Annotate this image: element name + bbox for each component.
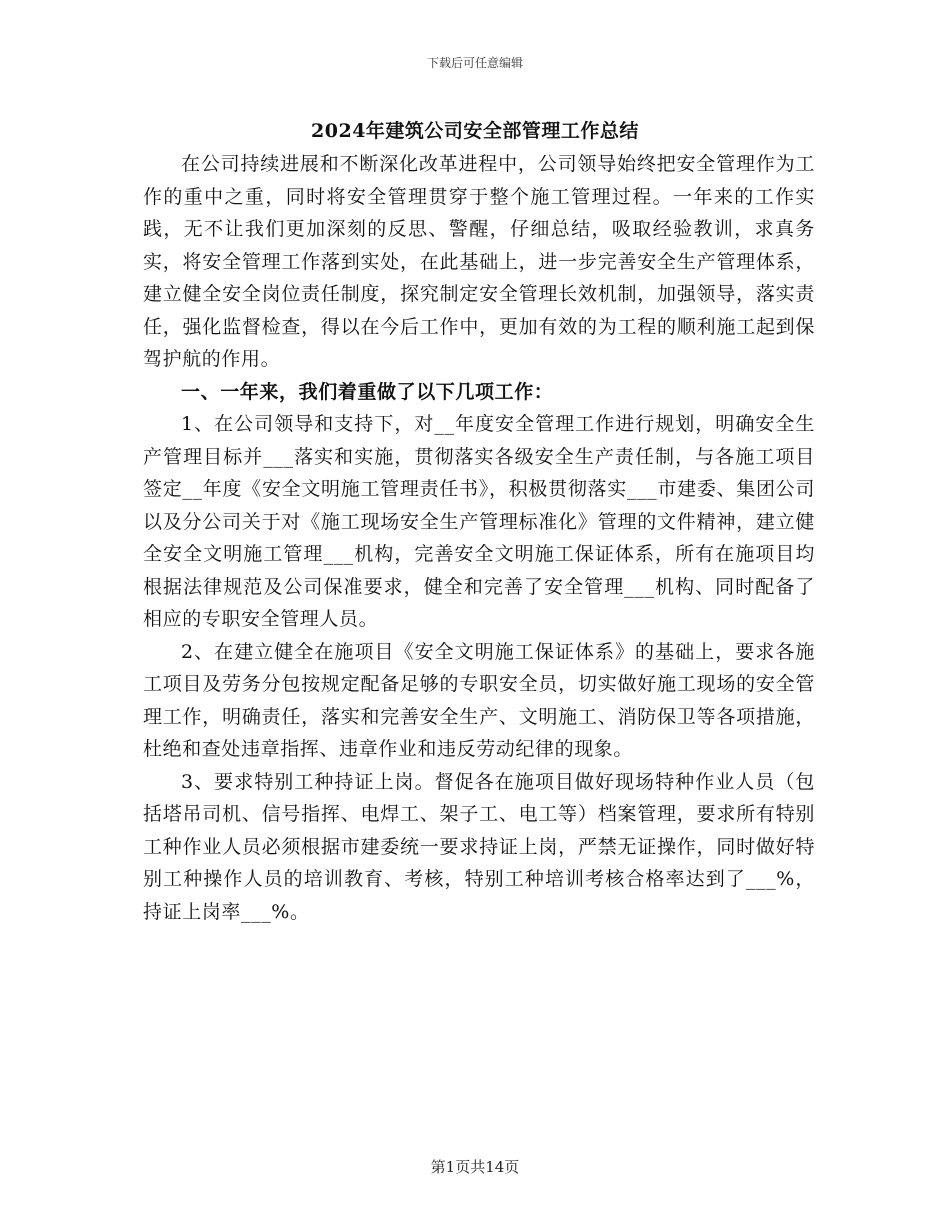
paragraph-intro: 在公司持续进展和不断深化改革进程中，公司领导始终把安全管理作为工作的重中之重，同时将安全管理贯穿于整个施工管理过程。一年来的工作实践，无不让我们更加深刻的反思、警醒，仔细总结，吸取经验教训，求真务实，将安全管理工作落到实处，在此基础上，进一步完善安全生产管理体系，建立健全安全岗位责任制度，探究制定安全管理长效机制，加强领导，落实责任，强化监督检查，得以在今后工作中，更加有效的为工程的顺利施工起到保驾护航的作用。 (143, 153, 815, 370)
paragraph-item-1: 1、在公司领导和支持下，对__年度安全管理工作进行规划，明确安全生产管理目标并___落实和实施，贯彻落实各级安全生产责任制，与各施工项目签定__年度《安全文明施工管理责任书》，积极贯彻落实___市建委、集团公司以及分公司关于对《施工现场安全生产管理标准化》管理的文件精神，建立健全安全文明施工管理___机构，完善安全文明施工保证体系，所有在施项目均根据法律规范及公司保准要求，健全和完善了安全管理___机构、同时配备了相应的专职安全管理人员。 (143, 413, 815, 630)
section-heading: 一、一年来，我们着重做了以下几项工作： (181, 380, 554, 403)
paragraph-item-2: 2、在建立健全在施项目《安全文明施工保证体系》的基础上，要求各施工项目及劳务分包按规定配备足够的专职安全员，切实做好施工现场的安全管理工作，明确责任，落实和完善安全生产、文明施工、消防保卫等各项措施，杜绝和查处违章指挥、违章作业和违反劳动纪律的现象。 (143, 640, 815, 760)
document-body (143, 148, 815, 928)
page-header-note: 下载后可任意编辑 (426, 56, 523, 70)
document-title: 2024年建筑公司安全部管理工作总结 (311, 120, 639, 142)
paragraph-item-3: 3、要求特别工种持证上岗。督促各在施项目做好现场特种作业人员（包括塔吊司机、信号指挥、电焊工、架子工、电工等）档案管理，要求所有特别工种作业人员必须根据市建委统一要求持证上岗，严禁无证操作，同时做好特别工种操作人员的培训教育、考核，特别工种培训考核合格率达到了___%，持证上岗率___%。 (143, 770, 815, 923)
page-number: 第1页共14页 (430, 1158, 520, 1176)
